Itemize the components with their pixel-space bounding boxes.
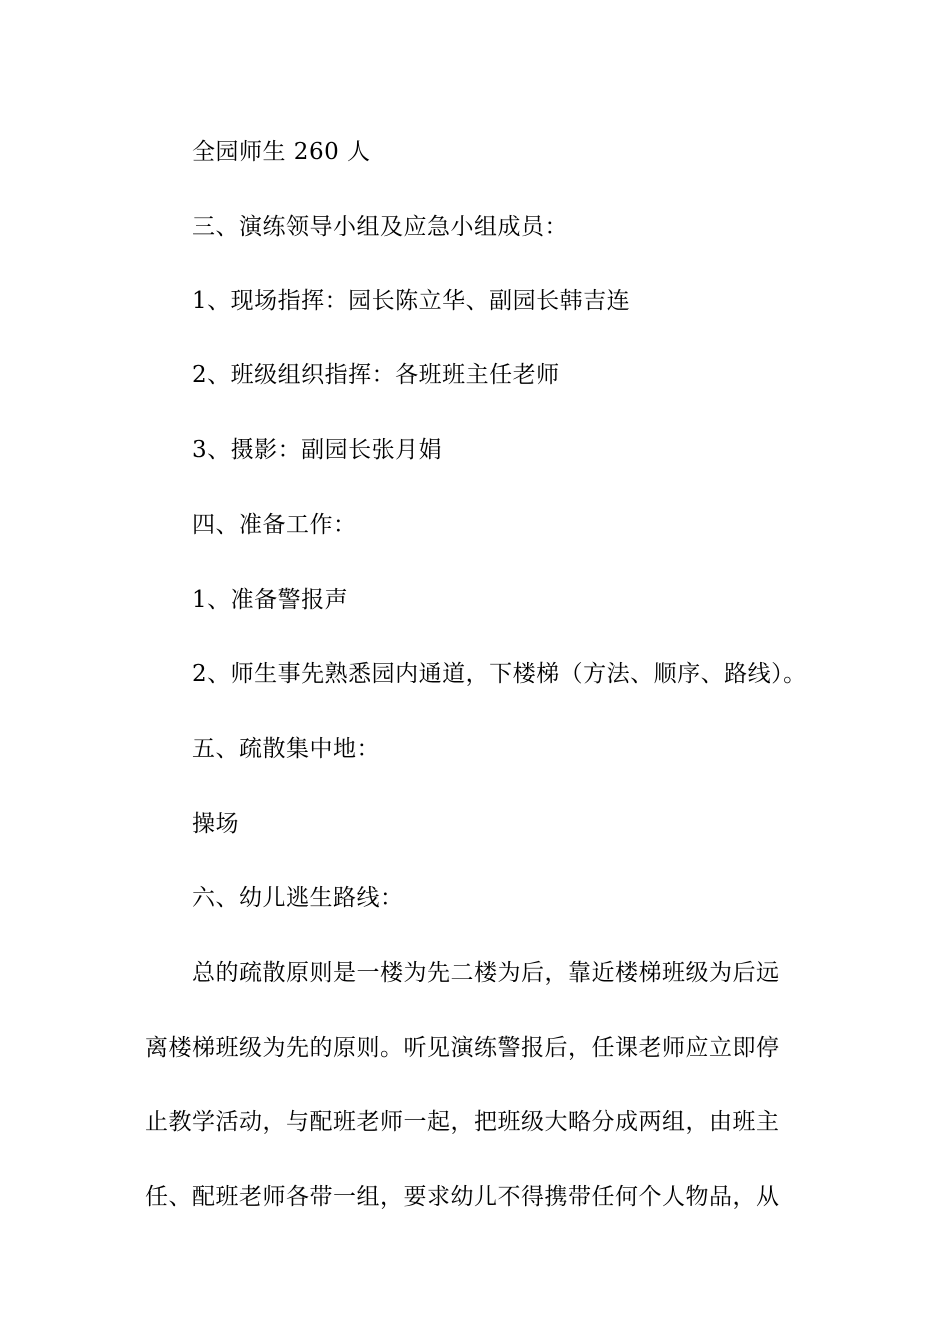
- paragraph-line-3: 止教学活动，与配班老师一起，把班级大略分成两组，由班主: [145, 1109, 780, 1135]
- text-line-alarm: 1、准备警报声: [192, 587, 349, 613]
- text-line-staff-count: 全园师生 260 人: [192, 139, 371, 165]
- heading-leadership-group: 三、演练领导小组及应急小组成员：: [192, 214, 568, 240]
- heading-assembly-point: 五、疏散集中地：: [192, 736, 380, 762]
- text-line-commander: 1、现场指挥：园长陈立华、副园长韩吉连: [192, 288, 631, 314]
- text-line-familiarize: 2、师生事先熟悉园内通道，下楼梯（方法、顺序、路线）。: [192, 661, 807, 687]
- paragraph-line-1: 总的疏散原则是一楼为先二楼为后，靠近楼梯班级为后远: [192, 960, 780, 986]
- paragraph-line-4: 任、配班老师各带一组，要求幼儿不得携带任何个人物品，从: [145, 1184, 780, 1210]
- heading-escape-route: 六、幼儿逃生路线：: [192, 885, 404, 911]
- paragraph-line-2: 离楼梯班级为先的原则。听见演练警报后，任课老师应立即停: [145, 1035, 780, 1061]
- text-line-photography: 3、摄影：副园长张月娟: [192, 437, 443, 463]
- heading-preparation: 四、准备工作：: [192, 512, 357, 538]
- text-line-playground: 操场: [192, 811, 239, 837]
- text-line-class-organizer: 2、班级组织指挥：各班班主任老师: [192, 362, 560, 388]
